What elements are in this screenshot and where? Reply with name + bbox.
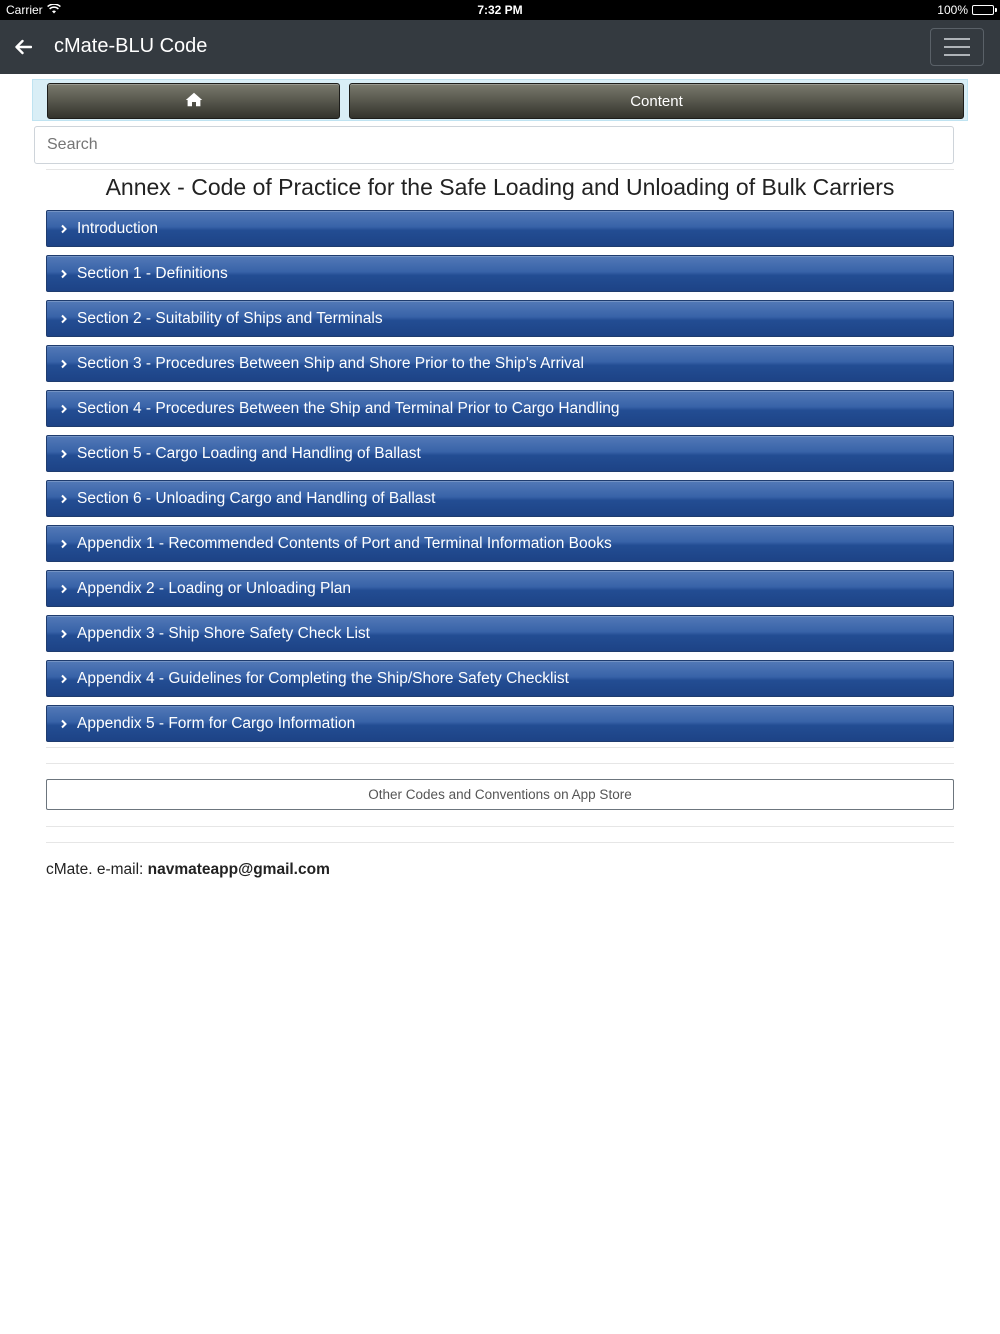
chevron-right-icon — [59, 269, 69, 279]
battery-icon — [972, 5, 994, 15]
battery-indicator — [937, 3, 994, 17]
carrier-label: Carrier — [6, 3, 43, 17]
section-item-label: Section 5 - Cargo Loading and Handling of Ballast — [77, 444, 421, 462]
chevron-right-icon — [59, 494, 69, 504]
home-icon — [185, 92, 203, 111]
chevron-right-icon — [59, 224, 69, 234]
app-title: cMate-BLU Code — [54, 35, 208, 57]
search-input[interactable] — [34, 126, 954, 164]
status-bar — [0, 0, 1000, 20]
appendix-item-4[interactable] — [46, 660, 954, 697]
section-item-2[interactable] — [46, 300, 954, 337]
section-item-6[interactable] — [46, 480, 954, 517]
section-item-label: Appendix 5 - Form for Cargo Information — [77, 714, 356, 732]
clock: 7:32 PM — [477, 3, 523, 17]
section-item-label: Introduction — [77, 219, 158, 237]
section-item-label: Appendix 1 - Recommended Contents of Port and Terminal Information Books — [77, 534, 612, 552]
appendix-item-5[interactable] — [46, 705, 954, 742]
footer-prefix: cMate. e-mail: — [46, 861, 148, 878]
home-button[interactable] — [47, 83, 340, 119]
divider — [46, 763, 954, 764]
chevron-right-icon — [59, 674, 69, 684]
footer-contact — [46, 861, 330, 879]
section-item-introduction[interactable] — [46, 210, 954, 247]
chevron-right-icon — [59, 359, 69, 369]
battery-percent: 100% — [937, 3, 968, 17]
section-item-label: Section 6 - Unloading Cargo and Handling of Ballast — [77, 489, 436, 507]
hamburger-menu-button[interactable] — [930, 28, 984, 66]
section-item-1[interactable] — [46, 255, 954, 292]
section-list — [46, 210, 954, 750]
page-title: Annex - Code of Practice for the Safe Loading and Unloading of Bulk Carriers — [105, 174, 895, 200]
section-item-label: Section 1 - Definitions — [77, 264, 228, 282]
divider — [46, 169, 954, 170]
section-item-3[interactable] — [46, 345, 954, 382]
divider — [46, 747, 954, 748]
chevron-right-icon — [59, 449, 69, 459]
chevron-right-icon — [59, 539, 69, 549]
appendix-item-1[interactable] — [46, 525, 954, 562]
toolbar — [32, 79, 968, 121]
content-button[interactable]: Content — [349, 83, 964, 119]
section-item-label: Section 3 - Procedures Between Ship and Shore Prior to the Ship's Arrival — [77, 354, 584, 372]
divider — [46, 826, 954, 827]
chevron-right-icon — [59, 314, 69, 324]
app-store-button[interactable]: Other Codes and Conventions on App Store — [46, 779, 954, 810]
back-arrow-icon[interactable] — [12, 36, 34, 58]
navbar — [0, 20, 1000, 74]
contact-email-link[interactable]: navmateapp@gmail.com — [147, 861, 330, 878]
section-item-4[interactable] — [46, 390, 954, 427]
chevron-right-icon — [59, 404, 69, 414]
chevron-right-icon — [59, 629, 69, 639]
divider — [46, 842, 954, 843]
appendix-item-2[interactable] — [46, 570, 954, 607]
section-item-label: Appendix 3 - Ship Shore Safety Check List — [77, 624, 370, 642]
section-item-label: Section 2 - Suitability of Ships and Terminals — [77, 309, 383, 327]
section-item-label: Appendix 4 - Guidelines for Completing the Ship/Shore Safety Checklist — [77, 669, 569, 687]
section-item-5[interactable] — [46, 435, 954, 472]
chevron-right-icon — [59, 584, 69, 594]
chevron-right-icon — [59, 719, 69, 729]
section-item-label: Section 4 - Procedures Between the Ship and Terminal Prior to Cargo Handling — [77, 399, 620, 417]
appendix-item-3[interactable] — [46, 615, 954, 652]
section-item-label: Appendix 2 - Loading or Unloading Plan — [77, 579, 352, 597]
